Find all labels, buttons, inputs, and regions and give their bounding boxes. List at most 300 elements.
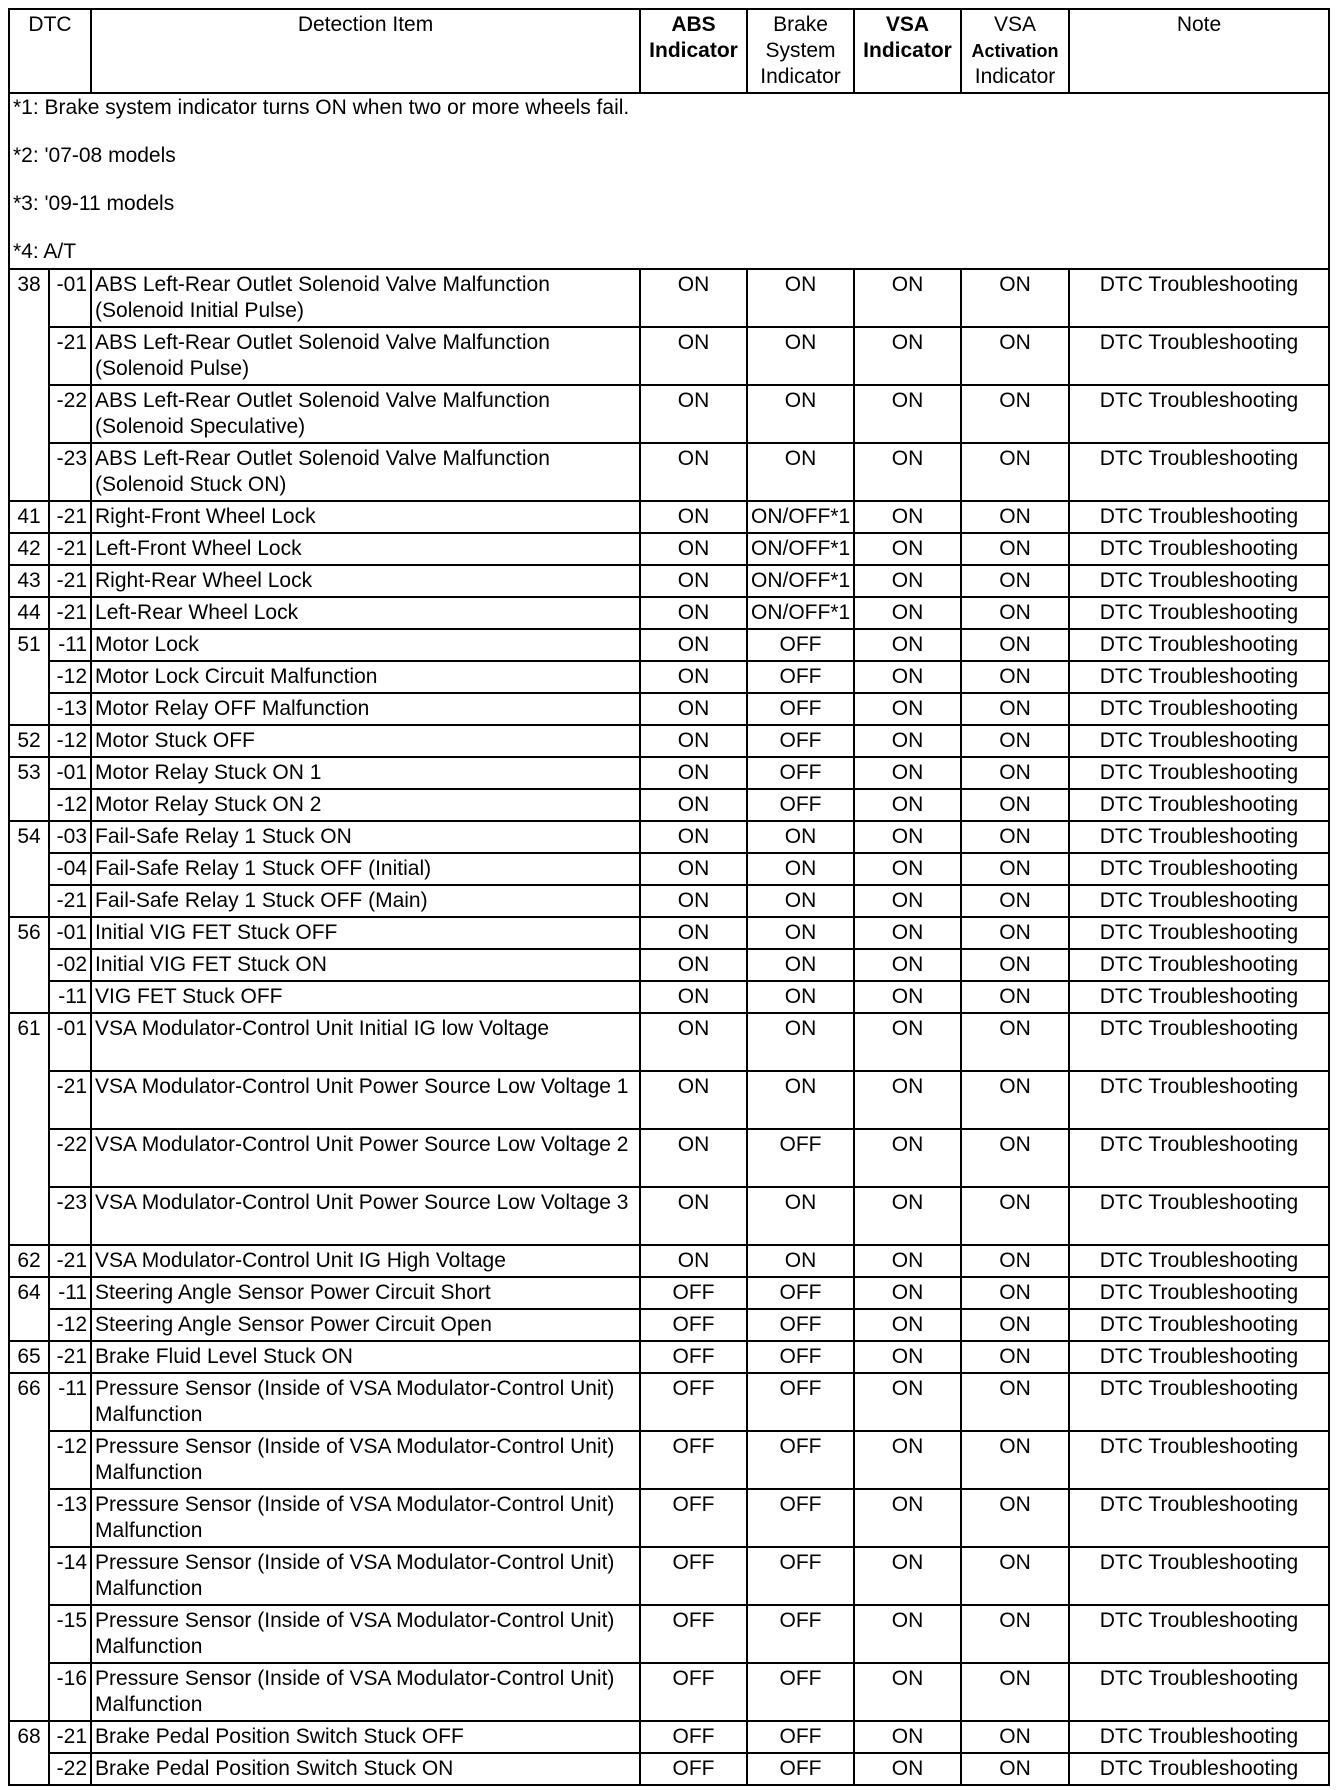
brake-system-indicator-cell: OFF — [747, 1277, 854, 1309]
dtc-subcode-cell: -22 — [49, 1129, 91, 1187]
detection-item-cell: Fail-Safe Relay 1 Stuck OFF (Initial) — [91, 853, 640, 885]
vsa-activation-indicator-cell: ON — [961, 385, 1069, 443]
abs-indicator-cell: ON — [640, 1071, 747, 1129]
table-row — [9, 949, 1329, 981]
dtc-subcode-cell: -21 — [49, 327, 91, 385]
table-row — [9, 725, 1329, 757]
vsa-indicator-cell: ON — [854, 1071, 961, 1129]
abs-indicator-cell: OFF — [640, 1277, 747, 1309]
note-cell: DTC Troubleshooting — [1069, 1071, 1329, 1129]
table-row — [9, 981, 1329, 1013]
detection-item-cell: VSA Modulator-Control Unit IG High Voltage — [91, 1245, 640, 1277]
detection-item-cell: VSA Modulator-Control Unit Power Source Low Voltage 2 — [91, 1129, 640, 1187]
header-brake-system-indicator — [747, 9, 854, 93]
brake-system-indicator-cell: OFF — [747, 789, 854, 821]
table-row — [9, 853, 1329, 885]
note-cell: DTC Troubleshooting — [1069, 757, 1329, 789]
detection-item-cell: Brake Fluid Level Stuck ON — [91, 1341, 640, 1373]
vsa-indicator-cell: ON — [854, 327, 961, 385]
vsa-indicator-cell: ON — [854, 917, 961, 949]
detection-item-cell: VIG FET Stuck OFF — [91, 981, 640, 1013]
dtc-code-cell: 41 — [9, 501, 49, 533]
table-row — [9, 1341, 1329, 1373]
vsa-activation-indicator-cell: ON — [961, 501, 1069, 533]
header-brake-line-1: Brake — [773, 13, 828, 36]
table-row — [9, 789, 1329, 821]
detection-item-cell: Right-Rear Wheel Lock — [91, 565, 640, 597]
vsa-indicator-cell: ON — [854, 629, 961, 661]
vsa-activation-indicator-cell: ON — [961, 1309, 1069, 1341]
note-cell: DTC Troubleshooting — [1069, 789, 1329, 821]
table-row — [9, 597, 1329, 629]
table-row — [9, 1373, 1329, 1431]
table-row — [9, 885, 1329, 917]
dtc-code-cell: 43 — [9, 565, 49, 597]
abs-indicator-cell: ON — [640, 269, 747, 327]
dtc-code-cell: 44 — [9, 597, 49, 629]
note-cell: DTC Troubleshooting — [1069, 1129, 1329, 1187]
brake-system-indicator-cell: ON/OFF*1 — [747, 565, 854, 597]
dtc-code-cell: 68 — [9, 1721, 49, 1785]
header-abs-line-2: Indicator — [649, 39, 738, 62]
table-row — [9, 757, 1329, 789]
table-row — [9, 385, 1329, 443]
vsa-activation-indicator-cell: ON — [961, 597, 1069, 629]
header-vsa-act-line-2: Activation — [971, 41, 1059, 61]
dtc-subcode-cell: -02 — [49, 949, 91, 981]
vsa-activation-indicator-cell: ON — [961, 533, 1069, 565]
dtc-subcode-cell: -13 — [49, 693, 91, 725]
abs-indicator-cell: ON — [640, 853, 747, 885]
brake-system-indicator-cell: ON — [747, 853, 854, 885]
abs-indicator-cell: ON — [640, 501, 747, 533]
header-note: Note — [1069, 9, 1329, 93]
abs-indicator-cell: ON — [640, 821, 747, 853]
note-cell: DTC Troubleshooting — [1069, 1341, 1329, 1373]
table-row — [9, 1309, 1329, 1341]
vsa-indicator-cell: ON — [854, 853, 961, 885]
table-row — [9, 1245, 1329, 1277]
brake-system-indicator-cell: ON — [747, 385, 854, 443]
abs-indicator-cell: ON — [640, 949, 747, 981]
table-row — [9, 1489, 1329, 1547]
brake-system-indicator-cell: OFF — [747, 1341, 854, 1373]
detection-item-cell: Steering Angle Sensor Power Circuit Open — [91, 1309, 640, 1341]
note-cell: DTC Troubleshooting — [1069, 565, 1329, 597]
vsa-indicator-cell: ON — [854, 1373, 961, 1431]
vsa-indicator-cell: ON — [854, 981, 961, 1013]
abs-indicator-cell: OFF — [640, 1721, 747, 1753]
abs-indicator-cell: ON — [640, 1129, 747, 1187]
detection-item-cell: Initial VIG FET Stuck OFF — [91, 917, 640, 949]
table-row — [9, 1187, 1329, 1245]
detection-item-cell: ABS Left-Rear Outlet Solenoid Valve Malfunction (Solenoid Pulse) — [91, 327, 640, 385]
abs-indicator-cell: ON — [640, 385, 747, 443]
note-cell: DTC Troubleshooting — [1069, 981, 1329, 1013]
abs-indicator-cell: ON — [640, 629, 747, 661]
vsa-activation-indicator-cell: ON — [961, 443, 1069, 501]
abs-indicator-cell: OFF — [640, 1341, 747, 1373]
vsa-indicator-cell: ON — [854, 885, 961, 917]
dtc-code-cell: 56 — [9, 917, 49, 1013]
vsa-indicator-cell: ON — [854, 443, 961, 501]
brake-system-indicator-cell: OFF — [747, 1309, 854, 1341]
note-cell: DTC Troubleshooting — [1069, 725, 1329, 757]
vsa-indicator-cell: ON — [854, 533, 961, 565]
note-cell: DTC Troubleshooting — [1069, 269, 1329, 327]
header-row — [9, 9, 1329, 93]
brake-system-indicator-cell: ON/OFF*1 — [747, 501, 854, 533]
dtc-code-cell: 42 — [9, 533, 49, 565]
vsa-activation-indicator-cell: ON — [961, 1071, 1069, 1129]
dtc-subcode-cell: -03 — [49, 821, 91, 853]
vsa-indicator-cell: ON — [854, 1309, 961, 1341]
vsa-activation-indicator-cell: ON — [961, 1277, 1069, 1309]
abs-indicator-cell: ON — [640, 443, 747, 501]
detection-item-cell: Steering Angle Sensor Power Circuit Short — [91, 1277, 640, 1309]
table-row — [9, 661, 1329, 693]
abs-indicator-cell: ON — [640, 693, 747, 725]
table-row — [9, 1753, 1329, 1785]
vsa-activation-indicator-cell: ON — [961, 757, 1069, 789]
detection-item-cell: Pressure Sensor (Inside of VSA Modulator-Control Unit) Malfunction — [91, 1663, 640, 1721]
header-vsa-act-line-1: VSA — [994, 13, 1037, 36]
table-row — [9, 443, 1329, 501]
vsa-indicator-cell: ON — [854, 725, 961, 757]
dtc-subcode-cell: -11 — [49, 981, 91, 1013]
vsa-activation-indicator-cell: ON — [961, 1341, 1069, 1373]
dtc-subcode-cell: -21 — [49, 533, 91, 565]
vsa-activation-indicator-cell: ON — [961, 1013, 1069, 1071]
brake-system-indicator-cell: OFF — [747, 693, 854, 725]
detection-item-cell: Motor Relay Stuck ON 2 — [91, 789, 640, 821]
note-cell: DTC Troubleshooting — [1069, 385, 1329, 443]
note-cell: DTC Troubleshooting — [1069, 629, 1329, 661]
table-row — [9, 1431, 1329, 1489]
dtc-subcode-cell: -21 — [49, 1721, 91, 1753]
note-cell: DTC Troubleshooting — [1069, 1753, 1329, 1785]
header-vsa-indicator — [854, 9, 961, 93]
dtc-subcode-cell: -04 — [49, 853, 91, 885]
vsa-indicator-cell: ON — [854, 1605, 961, 1663]
vsa-activation-indicator-cell: ON — [961, 1129, 1069, 1187]
dtc-subcode-cell: -11 — [49, 1277, 91, 1309]
brake-system-indicator-cell: ON/OFF*1 — [747, 597, 854, 629]
abs-indicator-cell: OFF — [640, 1605, 747, 1663]
dtc-code-cell: 52 — [9, 725, 49, 757]
vsa-indicator-cell: ON — [854, 693, 961, 725]
dtc-subcode-cell: -15 — [49, 1605, 91, 1663]
table-row — [9, 1013, 1329, 1071]
footnotes-cell — [9, 93, 1329, 269]
abs-indicator-cell: ON — [640, 327, 747, 385]
dtc-subcode-cell: -21 — [49, 1245, 91, 1277]
vsa-activation-indicator-cell: ON — [961, 789, 1069, 821]
footnote-3: *3: '09-11 models — [13, 192, 175, 215]
vsa-indicator-cell: ON — [854, 1489, 961, 1547]
vsa-indicator-cell: ON — [854, 1277, 961, 1309]
abs-indicator-cell: ON — [640, 885, 747, 917]
header-brake-line-3: Indicator — [760, 65, 841, 88]
brake-system-indicator-cell: ON — [747, 821, 854, 853]
note-cell: DTC Troubleshooting — [1069, 1431, 1329, 1489]
brake-system-indicator-cell: ON/OFF*1 — [747, 533, 854, 565]
dtc-subcode-cell: -14 — [49, 1547, 91, 1605]
vsa-activation-indicator-cell: ON — [961, 661, 1069, 693]
abs-indicator-cell: ON — [640, 789, 747, 821]
vsa-indicator-cell: ON — [854, 565, 961, 597]
vsa-activation-indicator-cell: ON — [961, 1721, 1069, 1753]
dtc-subcode-cell: -21 — [49, 885, 91, 917]
header-abs-line-1: ABS — [671, 13, 716, 36]
table-row — [9, 1277, 1329, 1309]
vsa-activation-indicator-cell: ON — [961, 853, 1069, 885]
brake-system-indicator-cell: OFF — [747, 1489, 854, 1547]
vsa-activation-indicator-cell: ON — [961, 949, 1069, 981]
detection-item-cell: Pressure Sensor (Inside of VSA Modulator-Control Unit) Malfunction — [91, 1547, 640, 1605]
dtc-table — [8, 8, 1330, 1786]
vsa-activation-indicator-cell: ON — [961, 327, 1069, 385]
vsa-indicator-cell: ON — [854, 821, 961, 853]
vsa-activation-indicator-cell: ON — [961, 725, 1069, 757]
abs-indicator-cell: OFF — [640, 1489, 747, 1547]
note-cell: DTC Troubleshooting — [1069, 917, 1329, 949]
vsa-indicator-cell: ON — [854, 269, 961, 327]
brake-system-indicator-cell: OFF — [747, 725, 854, 757]
detection-item-cell: Pressure Sensor (Inside of VSA Modulator-Control Unit) Malfunction — [91, 1373, 640, 1431]
header-dtc: DTC — [9, 9, 91, 93]
brake-system-indicator-cell: ON — [747, 327, 854, 385]
table-row — [9, 917, 1329, 949]
header-abs-indicator — [640, 9, 747, 93]
vsa-indicator-cell: ON — [854, 385, 961, 443]
table-row — [9, 1721, 1329, 1753]
detection-item-cell: VSA Modulator-Control Unit Power Source Low Voltage 1 — [91, 1071, 640, 1129]
note-cell: DTC Troubleshooting — [1069, 949, 1329, 981]
dtc-subcode-cell: -21 — [49, 501, 91, 533]
brake-system-indicator-cell: ON — [747, 949, 854, 981]
brake-system-indicator-cell: OFF — [747, 629, 854, 661]
abs-indicator-cell: OFF — [640, 1753, 747, 1785]
brake-system-indicator-cell: OFF — [747, 1129, 854, 1187]
vsa-activation-indicator-cell: ON — [961, 917, 1069, 949]
abs-indicator-cell: ON — [640, 1245, 747, 1277]
table-row — [9, 821, 1329, 853]
note-cell: DTC Troubleshooting — [1069, 501, 1329, 533]
abs-indicator-cell: ON — [640, 725, 747, 757]
note-cell: DTC Troubleshooting — [1069, 821, 1329, 853]
detection-item-cell: Motor Stuck OFF — [91, 725, 640, 757]
table-row — [9, 629, 1329, 661]
brake-system-indicator-cell: OFF — [747, 1721, 854, 1753]
detection-item-cell: Motor Lock Circuit Malfunction — [91, 661, 640, 693]
vsa-activation-indicator-cell: ON — [961, 1547, 1069, 1605]
detection-item-cell: Right-Front Wheel Lock — [91, 501, 640, 533]
vsa-activation-indicator-cell: ON — [961, 981, 1069, 1013]
dtc-subcode-cell: -12 — [49, 1431, 91, 1489]
detection-item-cell: Left-Rear Wheel Lock — [91, 597, 640, 629]
vsa-indicator-cell: ON — [854, 1431, 961, 1489]
dtc-code-cell: 61 — [9, 1013, 49, 1245]
dtc-subcode-cell: -01 — [49, 917, 91, 949]
vsa-indicator-cell: ON — [854, 501, 961, 533]
note-cell: DTC Troubleshooting — [1069, 661, 1329, 693]
abs-indicator-cell: ON — [640, 917, 747, 949]
detection-item-cell: Pressure Sensor (Inside of VSA Modulator-Control Unit) Malfunction — [91, 1431, 640, 1489]
detection-item-cell: VSA Modulator-Control Unit Initial IG low Voltage — [91, 1013, 640, 1071]
header-vsa-act-line-3: Indicator — [974, 65, 1056, 88]
brake-system-indicator-cell: ON — [747, 1013, 854, 1071]
note-cell: DTC Troubleshooting — [1069, 1187, 1329, 1245]
dtc-subcode-cell: -01 — [49, 757, 91, 789]
vsa-activation-indicator-cell: ON — [961, 885, 1069, 917]
note-cell: DTC Troubleshooting — [1069, 597, 1329, 629]
note-cell: DTC Troubleshooting — [1069, 1309, 1329, 1341]
abs-indicator-cell: ON — [640, 661, 747, 693]
dtc-subcode-cell: -23 — [49, 443, 91, 501]
vsa-indicator-cell: ON — [854, 789, 961, 821]
abs-indicator-cell: ON — [640, 597, 747, 629]
vsa-indicator-cell: ON — [854, 757, 961, 789]
table-row — [9, 327, 1329, 385]
abs-indicator-cell: ON — [640, 757, 747, 789]
brake-system-indicator-cell: OFF — [747, 1605, 854, 1663]
dtc-subcode-cell: -22 — [49, 1753, 91, 1785]
note-cell: DTC Troubleshooting — [1069, 1245, 1329, 1277]
dtc-subcode-cell: -21 — [49, 565, 91, 597]
vsa-activation-indicator-cell: ON — [961, 1605, 1069, 1663]
detection-item-cell: Fail-Safe Relay 1 Stuck ON — [91, 821, 640, 853]
dtc-code-cell: 53 — [9, 757, 49, 821]
note-cell: DTC Troubleshooting — [1069, 1663, 1329, 1721]
detection-item-cell: VSA Modulator-Control Unit Power Source Low Voltage 3 — [91, 1187, 640, 1245]
vsa-activation-indicator-cell: ON — [961, 1431, 1069, 1489]
note-cell: DTC Troubleshooting — [1069, 1013, 1329, 1071]
abs-indicator-cell: ON — [640, 565, 747, 597]
brake-system-indicator-cell: ON — [747, 885, 854, 917]
dtc-subcode-cell: -16 — [49, 1663, 91, 1721]
detection-item-cell: Motor Lock — [91, 629, 640, 661]
brake-system-indicator-cell: OFF — [747, 1547, 854, 1605]
table-row — [9, 693, 1329, 725]
vsa-activation-indicator-cell: ON — [961, 1187, 1069, 1245]
header-detection-item: Detection Item — [91, 9, 640, 93]
note-cell: DTC Troubleshooting — [1069, 1547, 1329, 1605]
vsa-indicator-cell: ON — [854, 1547, 961, 1605]
brake-system-indicator-cell: ON — [747, 269, 854, 327]
footnote-2: *2: '07-08 models — [13, 144, 176, 167]
vsa-activation-indicator-cell: ON — [961, 1753, 1069, 1785]
vsa-activation-indicator-cell: ON — [961, 565, 1069, 597]
dtc-subcode-cell: -21 — [49, 1341, 91, 1373]
brake-system-indicator-cell: OFF — [747, 661, 854, 693]
table-row — [9, 1663, 1329, 1721]
abs-indicator-cell: OFF — [640, 1309, 747, 1341]
table-row — [9, 1129, 1329, 1187]
table-row — [9, 565, 1329, 597]
vsa-activation-indicator-cell: ON — [961, 693, 1069, 725]
dtc-subcode-cell: -21 — [49, 597, 91, 629]
note-cell: DTC Troubleshooting — [1069, 1721, 1329, 1753]
detection-item-cell: Motor Relay OFF Malfunction — [91, 693, 640, 725]
brake-system-indicator-cell: ON — [747, 981, 854, 1013]
dtc-subcode-cell: -23 — [49, 1187, 91, 1245]
abs-indicator-cell: OFF — [640, 1663, 747, 1721]
note-cell: DTC Troubleshooting — [1069, 1605, 1329, 1663]
abs-indicator-cell: ON — [640, 981, 747, 1013]
brake-system-indicator-cell: OFF — [747, 1373, 854, 1431]
brake-system-indicator-cell: OFF — [747, 1663, 854, 1721]
header-vsa-line-2: Indicator — [863, 39, 952, 62]
detection-item-cell: ABS Left-Rear Outlet Solenoid Valve Malfunction (Solenoid Stuck ON) — [91, 443, 640, 501]
dtc-code-cell: 38 — [9, 269, 49, 501]
note-cell: DTC Troubleshooting — [1069, 1373, 1329, 1431]
detection-item-cell: Brake Pedal Position Switch Stuck OFF — [91, 1721, 640, 1753]
table-row — [9, 533, 1329, 565]
note-cell: DTC Troubleshooting — [1069, 1277, 1329, 1309]
brake-system-indicator-cell: OFF — [747, 1753, 854, 1785]
vsa-activation-indicator-cell: ON — [961, 1663, 1069, 1721]
detection-item-cell: Brake Pedal Position Switch Stuck ON — [91, 1753, 640, 1785]
note-cell: DTC Troubleshooting — [1069, 885, 1329, 917]
dtc-subcode-cell: -12 — [49, 725, 91, 757]
brake-system-indicator-cell: ON — [747, 443, 854, 501]
dtc-subcode-cell: -13 — [49, 1489, 91, 1547]
brake-system-indicator-cell: OFF — [747, 1431, 854, 1489]
note-cell: DTC Troubleshooting — [1069, 693, 1329, 725]
dtc-subcode-cell: -11 — [49, 629, 91, 661]
brake-system-indicator-cell: ON — [747, 917, 854, 949]
detection-item-cell: Fail-Safe Relay 1 Stuck OFF (Main) — [91, 885, 640, 917]
dtc-subcode-cell: -12 — [49, 1309, 91, 1341]
detection-item-cell: Initial VIG FET Stuck ON — [91, 949, 640, 981]
vsa-activation-indicator-cell: ON — [961, 1373, 1069, 1431]
abs-indicator-cell: ON — [640, 1187, 747, 1245]
footnote-1: *1: Brake system indicator turns ON when two or more wheels fail. — [13, 96, 630, 119]
dtc-subcode-cell: -01 — [49, 1013, 91, 1071]
vsa-activation-indicator-cell: ON — [961, 1245, 1069, 1277]
abs-indicator-cell: OFF — [640, 1547, 747, 1605]
vsa-indicator-cell: ON — [854, 1753, 961, 1785]
vsa-activation-indicator-cell: ON — [961, 629, 1069, 661]
vsa-indicator-cell: ON — [854, 1721, 961, 1753]
vsa-activation-indicator-cell: ON — [961, 1489, 1069, 1547]
vsa-indicator-cell: ON — [854, 949, 961, 981]
dtc-subcode-cell: -01 — [49, 269, 91, 327]
vsa-indicator-cell: ON — [854, 1013, 961, 1071]
dtc-subcode-cell: -21 — [49, 1071, 91, 1129]
note-cell: DTC Troubleshooting — [1069, 443, 1329, 501]
vsa-activation-indicator-cell: ON — [961, 821, 1069, 853]
abs-indicator-cell: ON — [640, 533, 747, 565]
brake-system-indicator-cell: ON — [747, 1245, 854, 1277]
note-cell: DTC Troubleshooting — [1069, 327, 1329, 385]
vsa-indicator-cell: ON — [854, 1663, 961, 1721]
vsa-indicator-cell: ON — [854, 661, 961, 693]
dtc-code-cell: 66 — [9, 1373, 49, 1721]
brake-system-indicator-cell: ON — [747, 1187, 854, 1245]
vsa-indicator-cell: ON — [854, 1187, 961, 1245]
table-row — [9, 501, 1329, 533]
dtc-subcode-cell: -12 — [49, 789, 91, 821]
dtc-code-cell: 65 — [9, 1341, 49, 1373]
vsa-indicator-cell: ON — [854, 1245, 961, 1277]
dtc-code-cell: 62 — [9, 1245, 49, 1277]
vsa-indicator-cell: ON — [854, 1129, 961, 1187]
abs-indicator-cell: OFF — [640, 1373, 747, 1431]
dtc-subcode-cell: -12 — [49, 661, 91, 693]
dtc-code-cell: 64 — [9, 1277, 49, 1341]
